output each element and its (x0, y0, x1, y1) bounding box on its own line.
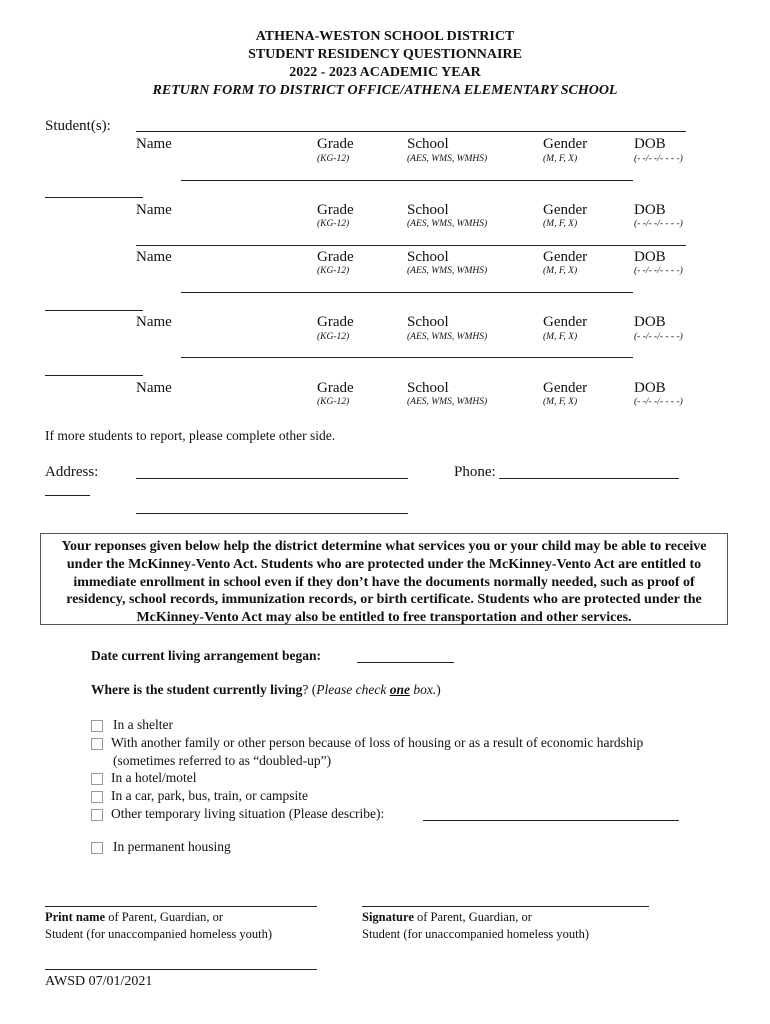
student-3-grade-label: Grade (317, 249, 354, 265)
mckinney-vento-notice: Your reponses given below help the district determine what services you or your child may be able to receive under the McKinney-Vento Act. Students who are protected under the McKinney-Vento Act are entitled to immediate enrollment in school even if they don’t have the documents normally needed, such as proof of residency, school records, immunization records, or birth certificate. Students who are protected under the McKinney-Vento Act may also be entitled to free transportation and other services. (40, 533, 728, 625)
student-3-gender-hint: (M, F, X) (543, 266, 578, 276)
student-4-line-short[interactable] (45, 310, 143, 311)
phone-label: Phone: (454, 464, 496, 480)
instr-post: box. (409, 682, 437, 697)
form-title: STUDENT RESIDENCY QUESTIONNAIRE (248, 47, 522, 62)
student-4-school-label: School (407, 314, 449, 330)
student-5-line[interactable] (181, 357, 633, 358)
student-3-school-label: School (407, 249, 449, 265)
student-4-grade-hint: (KG-12) (317, 332, 350, 342)
student-3-dob-hint: (- -/- -/- - - -) (634, 266, 683, 276)
student-5-school-label: School (407, 380, 449, 396)
student-5-gender-hint: (M, F, X) (543, 397, 578, 407)
student-3-grade-hint: (KG-12) (317, 266, 350, 276)
more-students-note: If more students to report, please complete other side. (45, 428, 336, 443)
print-name-bold: Print name (45, 910, 106, 924)
student-4-line[interactable] (181, 292, 633, 293)
signature-line2: Student (for unaccompanied homeless youth) (362, 927, 590, 941)
student-5-name-label: Name (136, 380, 172, 396)
hotel-label: In a hotel/motel (111, 770, 197, 785)
student-1-grade-hint: (KG-12) (317, 154, 350, 164)
student-1-line[interactable] (136, 131, 686, 132)
permanent-housing-checkbox[interactable] (91, 842, 103, 854)
student-2-gender-hint: (M, F, X) (543, 219, 578, 229)
student-5-dob-label: DOB (634, 380, 666, 396)
student-4-gender-hint: (M, F, X) (543, 332, 578, 342)
student-2-dob-hint: (- -/- -/- - - -) (634, 219, 683, 229)
instr-open-paren: ( (311, 682, 317, 697)
student-3-dob-label: DOB (634, 249, 666, 265)
where-living-question (91, 682, 441, 698)
student-1-school-label: School (407, 136, 449, 152)
student-5-dob-hint: (- -/- -/- - - -) (634, 397, 683, 407)
student-1-gender-hint: (M, F, X) (543, 154, 578, 164)
student-3-name-label: Name (136, 249, 172, 265)
signature-caption (362, 909, 589, 943)
instr-close-paren: ) (436, 682, 441, 697)
student-5-school-hint: (AES, WMS, WMHS) (407, 397, 488, 407)
student-1-dob-label: DOB (634, 136, 666, 152)
return-instructions: RETURN FORM TO DISTRICT OFFICE/ATHENA ELEMENTARY SCHOOL (152, 83, 618, 98)
doubled-up-label: With another family or other person because of loss of housing or as a result of economic hardship (111, 735, 644, 750)
instr-one: one (389, 682, 410, 697)
students-label: Student(s): (45, 118, 111, 134)
student-5-grade-hint: (KG-12) (317, 397, 350, 407)
student-2-line-short[interactable] (45, 197, 143, 198)
other-describe-line[interactable] (423, 820, 679, 821)
doubled-up-label-2: (sometimes referred to as “doubled-up”) (113, 753, 332, 768)
student-2-name-label: Name (136, 202, 172, 218)
student-1-name-label: Name (136, 136, 172, 152)
student-1-grade-label: Grade (317, 136, 354, 152)
student-4-name-label: Name (136, 314, 172, 330)
student-5-line-short[interactable] (45, 375, 143, 376)
student-2-line[interactable] (181, 180, 633, 181)
student-4-dob-hint: (- -/- -/- - - -) (634, 332, 683, 342)
student-1-school-hint: (AES, WMS, WMHS) (407, 154, 488, 164)
address-line-short[interactable] (45, 495, 90, 496)
form-code: AWSD 07/01/2021 (45, 974, 153, 989)
other-temporary-label: Other temporary living situation (Please describe): (111, 806, 385, 821)
signature-bold: Signature (362, 910, 414, 924)
other-temporary-checkbox[interactable] (91, 809, 103, 821)
print-name-line[interactable] (45, 906, 317, 907)
where-question-text: Where is the student currently living (91, 682, 303, 697)
doubled-up-checkbox[interactable] (91, 738, 103, 750)
shelter-label: In a shelter (113, 717, 173, 732)
car-park-label: In a car, park, bus, train, or campsite (111, 788, 309, 803)
student-2-school-label: School (407, 202, 449, 218)
address-line-2[interactable] (136, 513, 408, 514)
date-began-label: Date current living arrangement began: (91, 648, 321, 663)
student-2-grade-label: Grade (317, 202, 354, 218)
signature-rest: of Parent, Guardian, or (413, 910, 532, 924)
print-name-caption (45, 909, 272, 943)
print-name-rest: of Parent, Guardian, or (105, 910, 224, 924)
student-2-gender-label: Gender (543, 202, 588, 218)
student-3-gender-label: Gender (543, 249, 588, 265)
student-5-gender-label: Gender (543, 380, 588, 396)
address-label: Address: (45, 464, 99, 480)
student-2-grade-hint: (KG-12) (317, 219, 350, 229)
where-question-mark: ? (302, 682, 309, 697)
student-4-school-hint: (AES, WMS, WMHS) (407, 332, 488, 342)
hotel-checkbox[interactable] (91, 773, 103, 785)
print-name-line2: Student (for unaccompanied homeless youth) (45, 927, 273, 941)
academic-year: 2022 - 2023 ACADEMIC YEAR (289, 65, 481, 80)
permanent-housing-label: In permanent housing (113, 839, 231, 854)
footer-rule (45, 969, 317, 970)
date-began-line[interactable] (357, 662, 454, 663)
student-3-line[interactable] (136, 245, 686, 246)
student-1-gender-label: Gender (543, 136, 588, 152)
student-1-dob-hint: (- -/- -/- - - -) (634, 154, 683, 164)
student-4-dob-label: DOB (634, 314, 666, 330)
car-park-checkbox[interactable] (91, 791, 103, 803)
instr-pre: Please check (316, 682, 390, 697)
district-title: ATHENA-WESTON SCHOOL DISTRICT (255, 29, 515, 44)
phone-line[interactable] (499, 478, 679, 479)
signature-line[interactable] (362, 906, 649, 907)
shelter-checkbox[interactable] (91, 720, 103, 732)
student-3-school-hint: (AES, WMS, WMHS) (407, 266, 488, 276)
student-2-dob-label: DOB (634, 202, 666, 218)
student-4-gender-label: Gender (543, 314, 588, 330)
student-2-school-hint: (AES, WMS, WMHS) (407, 219, 488, 229)
student-5-grade-label: Grade (317, 380, 354, 396)
student-4-grade-label: Grade (317, 314, 354, 330)
address-line-1[interactable] (136, 478, 408, 479)
